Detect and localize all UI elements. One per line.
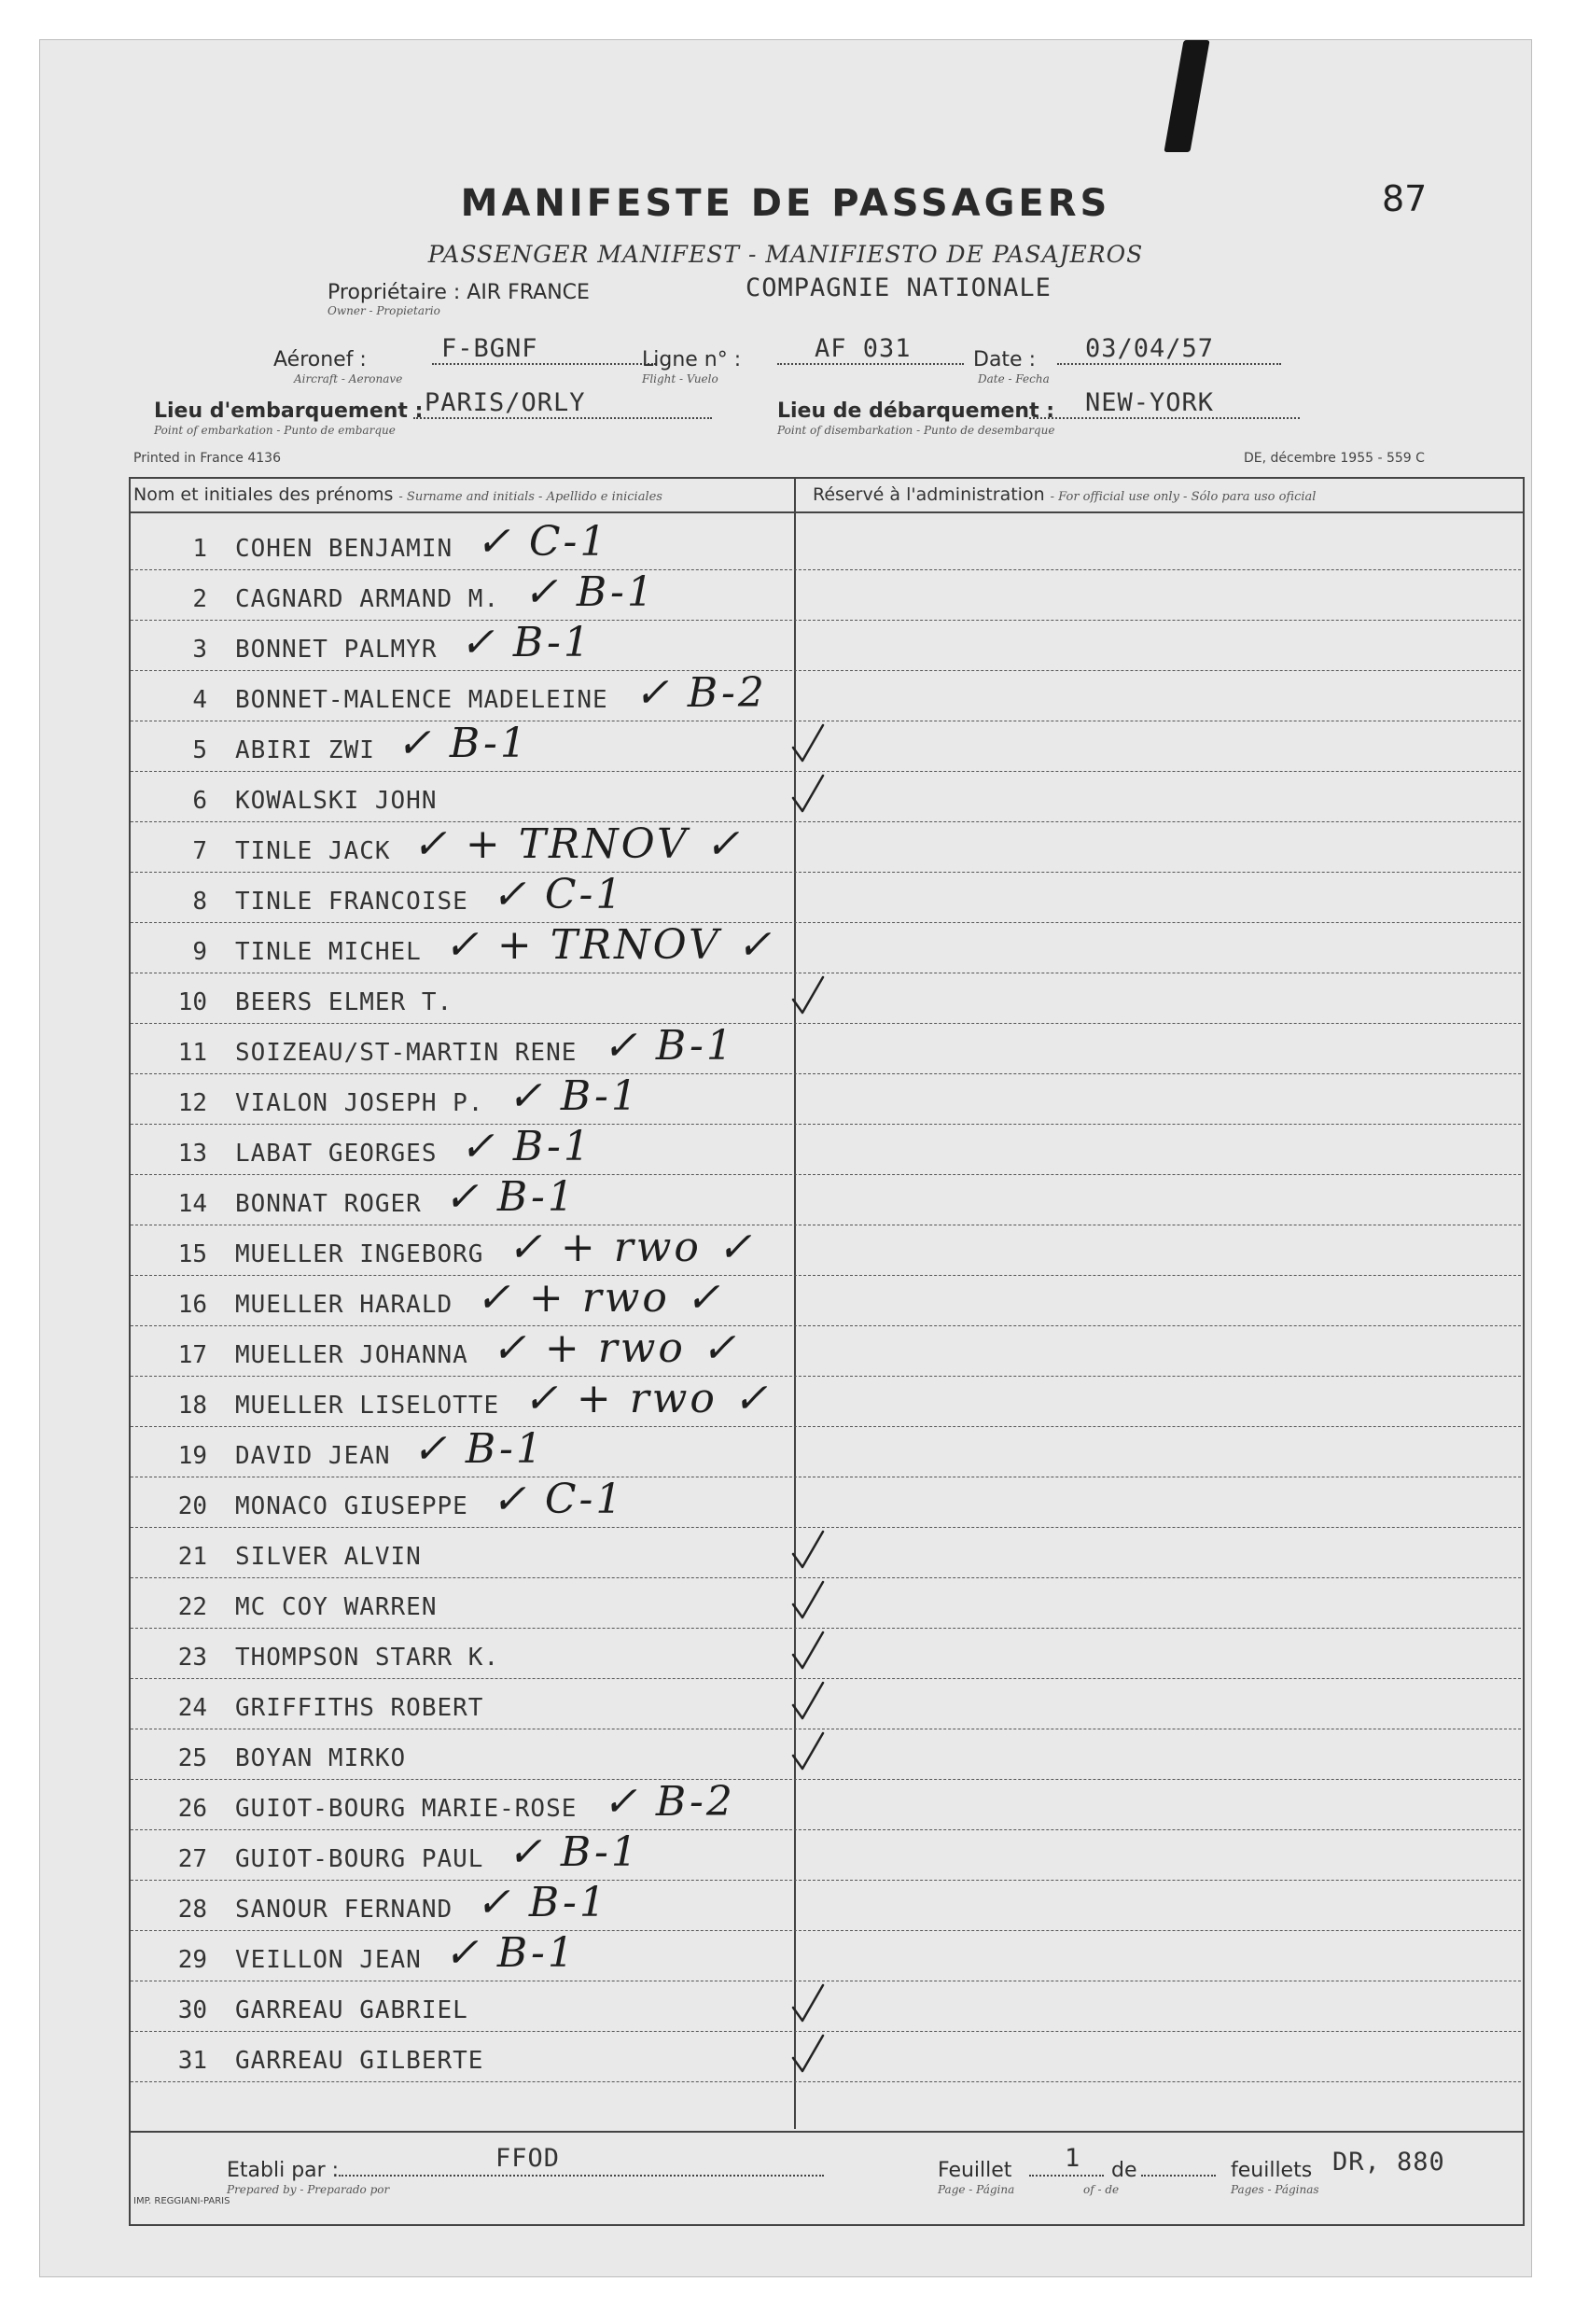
passenger-name: TINLE FRANCOISE — [235, 888, 468, 916]
table-row — [131, 923, 1521, 973]
prepared-value: FFOD — [495, 2144, 561, 2173]
handwritten-annotation: ✓ B-1 — [444, 1173, 577, 1221]
sheet-label: Feuillet — [938, 2159, 1012, 2182]
table-row — [131, 822, 1521, 873]
owner-label: Propriétaire : AIR FRANCE — [328, 281, 590, 304]
passenger-name: GARREAU GILBERTE — [235, 2047, 484, 2075]
passenger-name: BONNET PALMYR — [235, 636, 438, 664]
row-number: 3 — [192, 636, 207, 664]
row-number: 30 — [177, 1996, 207, 2024]
passenger-name: MC COY WARREN — [235, 1593, 438, 1621]
handwritten-annotation: ✓ C-1 — [476, 518, 609, 566]
row-number: 23 — [177, 1644, 207, 1672]
table-row — [131, 2032, 1521, 2082]
row-number: 29 — [177, 1946, 207, 1974]
handwritten-annotation: ✓ + rwo ✓ — [492, 1324, 739, 1372]
disembark-sub: Point of disembarkation - Punto de desembarque — [777, 424, 1055, 437]
row-number: 14 — [177, 1190, 207, 1218]
row-number: 19 — [177, 1442, 207, 1470]
row-number: 21 — [177, 1543, 207, 1571]
table-row — [131, 671, 1521, 721]
checkmark-icon — [791, 1681, 825, 1722]
aircraft-sub: Aircraft - Aeronave — [294, 372, 403, 385]
table-row — [131, 772, 1521, 822]
checkmark-icon — [791, 1983, 825, 2024]
document-title: MANIFESTE DE PASSAGERS — [460, 182, 1111, 225]
sheet-sub: Page - Página — [938, 2183, 1015, 2196]
embark-sub: Point of embarkation - Punto de embarque — [154, 424, 396, 437]
table-row — [131, 721, 1521, 772]
table-row — [131, 1326, 1521, 1377]
handwritten-annotation: ✓ B-1 — [460, 1123, 592, 1170]
table-row — [131, 1729, 1521, 1780]
table-row — [131, 570, 1521, 621]
printed-note: Printed in France 4136 — [133, 451, 281, 466]
sheets-value: DR, 880 — [1332, 2148, 1445, 2177]
passenger-name: BONNET-MALENCE MADELEINE — [235, 686, 608, 714]
passenger-name: DAVID JEAN — [235, 1442, 391, 1470]
flight-underline — [777, 363, 964, 365]
handwritten-annotation: ✓ B-1 — [444, 1929, 577, 1977]
embark-value: PARIS/ORLY — [425, 388, 586, 417]
handwritten-annotation: ✓ + TRNOV ✓ — [412, 820, 743, 868]
embark-label: Lieu d'embarquement : — [154, 399, 424, 423]
table-row — [131, 1074, 1521, 1125]
owner-value: COMPAGNIE NATIONALE — [746, 273, 1052, 302]
disembark-underline — [1029, 417, 1300, 419]
prepared-underline — [339, 2175, 824, 2177]
column-header-names-sub: - Surname and initials - Apellido e iniciales — [398, 490, 662, 504]
row-number: 2 — [192, 585, 207, 613]
table-row — [131, 1679, 1521, 1729]
table-header-line — [129, 511, 1525, 513]
handwritten-stroke-mark — [1164, 40, 1209, 152]
page-number: 87 — [1382, 178, 1428, 219]
checkmark-icon — [791, 975, 825, 1016]
row-number: 15 — [177, 1240, 207, 1268]
table-row — [131, 1981, 1521, 2032]
of-underline — [1141, 2175, 1216, 2177]
sheet-underline — [1029, 2175, 1104, 2177]
checkmark-icon — [791, 1631, 825, 1672]
passenger-name: COHEN BENJAMIN — [235, 535, 453, 563]
column-header-official-label: Réservé à l'administration — [813, 484, 1045, 505]
row-number: 18 — [177, 1392, 207, 1420]
row-number: 24 — [177, 1694, 207, 1722]
row-number: 10 — [177, 988, 207, 1016]
table-row — [131, 1830, 1521, 1881]
handwritten-annotation: ✓ B-1 — [412, 1425, 545, 1473]
passenger-name: SILVER ALVIN — [235, 1543, 422, 1571]
column-header-names — [133, 484, 662, 505]
checkmark-icon — [791, 1580, 825, 1621]
passenger-name: SANOUR FERNAND — [235, 1896, 453, 1924]
table-row — [131, 1175, 1521, 1225]
table-row — [131, 1477, 1521, 1528]
passenger-name: MUELLER INGEBORG — [235, 1240, 484, 1268]
passenger-name: MUELLER HARALD — [235, 1291, 453, 1319]
date-sub: Date - Fecha — [978, 372, 1050, 385]
handwritten-annotation: ✓ B-1 — [476, 1879, 608, 1926]
handwritten-annotation: ✓ + rwo ✓ — [476, 1274, 723, 1322]
table-row — [131, 520, 1521, 570]
passenger-name: MONACO GIUSEPPE — [235, 1492, 468, 1520]
row-number: 6 — [192, 787, 207, 815]
handwritten-annotation: ✓ B-1 — [508, 1072, 640, 1120]
table-row — [131, 1225, 1521, 1276]
row-number: 9 — [192, 938, 207, 966]
passenger-name: LABAT GEORGES — [235, 1140, 438, 1168]
passenger-name: CAGNARD ARMAND M. — [235, 585, 500, 613]
table-row — [131, 1528, 1521, 1578]
passenger-name: TINLE MICHEL — [235, 938, 422, 966]
passenger-name: GARREAU GABRIEL — [235, 1996, 468, 2024]
handwritten-annotation: ✓ B-1 — [508, 1828, 640, 1876]
row-number: 1 — [192, 535, 207, 563]
passenger-name: GRIFFITHS ROBERT — [235, 1694, 484, 1722]
column-header-official — [813, 484, 1316, 505]
table-row — [131, 1881, 1521, 1931]
handwritten-annotation: ✓ + rwo ✓ — [508, 1224, 755, 1271]
column-header-official-sub: - For official use only - Sólo para uso oficial — [1050, 490, 1317, 504]
table-row — [131, 1578, 1521, 1629]
document-subtitle: PASSENGER MANIFEST - MANIFIESTO DE PASAJEROS — [427, 241, 1144, 268]
passenger-name: BONNAT ROGER — [235, 1190, 422, 1218]
printer-note: IMP. REGGIANI-PARIS — [133, 2196, 230, 2206]
handwritten-annotation: ✓ B-1 — [460, 619, 592, 666]
sheets-label: feuillets — [1231, 2159, 1313, 2182]
passenger-name: ABIRI ZWI — [235, 736, 375, 764]
sheet-value: 1 — [1065, 2144, 1081, 2173]
disembark-label: Lieu de débarquement : — [777, 399, 1055, 423]
column-header-names-label: Nom et initiales des prénoms — [133, 484, 394, 505]
checkmark-icon — [791, 774, 825, 815]
row-number: 11 — [177, 1039, 207, 1067]
aircraft-underline — [432, 363, 656, 365]
checkmark-icon — [791, 1731, 825, 1772]
table-row — [131, 1024, 1521, 1074]
passenger-name: MUELLER JOHANNA — [235, 1341, 468, 1369]
table-row — [131, 1780, 1521, 1830]
handwritten-annotation: ✓ B-2 — [603, 1778, 735, 1826]
prepared-sub: Prepared by - Preparado por — [227, 2183, 390, 2196]
handwritten-annotation: ✓ + TRNOV ✓ — [444, 921, 774, 969]
flight-sub: Flight - Vuelo — [642, 372, 718, 385]
passenger-name: KOWALSKI JOHN — [235, 787, 438, 815]
owner-sub: Owner - Propietario — [328, 304, 440, 317]
date-label: Date : — [973, 348, 1036, 371]
passenger-name: BOYAN MIRKO — [235, 1744, 407, 1772]
of-sub: of - de — [1083, 2183, 1120, 2196]
prepared-label: Etabli par : — [227, 2159, 340, 2182]
row-number: 27 — [177, 1845, 207, 1873]
flight-value: AF 031 — [815, 334, 912, 363]
form-note: DE, décembre 1955 - 559 C — [1244, 451, 1425, 466]
table-row — [131, 1629, 1521, 1679]
row-number: 17 — [177, 1341, 207, 1369]
table-row — [131, 1377, 1521, 1427]
table-row — [131, 621, 1521, 671]
of-label: de — [1111, 2159, 1137, 2182]
passenger-name: VIALON JOSEPH P. — [235, 1089, 484, 1117]
aircraft-label: Aéronef : — [273, 348, 367, 371]
row-number: 16 — [177, 1291, 207, 1319]
row-number: 22 — [177, 1593, 207, 1621]
footer-line — [129, 2131, 1525, 2133]
checkmark-icon — [791, 1530, 825, 1571]
handwritten-annotation: ✓ C-1 — [492, 1476, 625, 1523]
manifest-sheet — [39, 39, 1532, 2277]
flight-label: Ligne n° : — [642, 348, 742, 371]
passenger-name: MUELLER LISELOTTE — [235, 1392, 500, 1420]
handwritten-annotation: ✓ C-1 — [492, 871, 625, 918]
passenger-name: VEILLON JEAN — [235, 1946, 422, 1974]
date-underline — [1057, 363, 1281, 365]
checkmark-icon — [791, 723, 825, 764]
passenger-name: GUIOT-BOURG PAUL — [235, 1845, 484, 1873]
passenger-name: BEERS ELMER T. — [235, 988, 453, 1016]
aircraft-value: F-BGNF — [441, 334, 538, 363]
table-row — [131, 873, 1521, 923]
sheets-sub: Pages - Páginas — [1231, 2183, 1319, 2196]
table-row — [131, 1276, 1521, 1326]
checkmark-icon — [791, 2034, 825, 2075]
row-number: 8 — [192, 888, 207, 916]
passenger-name: GUIOT-BOURG MARIE-ROSE — [235, 1795, 578, 1823]
handwritten-annotation: ✓ B-2 — [634, 669, 767, 717]
handwritten-annotation: ✓ B-1 — [603, 1022, 735, 1070]
disembark-value: NEW-YORK — [1085, 388, 1215, 417]
table-row — [131, 1931, 1521, 1981]
passenger-name: THOMPSON STARR K. — [235, 1644, 500, 1672]
table-row — [131, 1125, 1521, 1175]
row-number: 31 — [177, 2047, 207, 2075]
row-number: 28 — [177, 1896, 207, 1924]
table-row — [131, 973, 1521, 1024]
row-number: 5 — [192, 736, 207, 764]
handwritten-annotation: ✓ + rwo ✓ — [523, 1375, 771, 1422]
passenger-name: TINLE JACK — [235, 837, 391, 865]
handwritten-annotation: ✓ B-1 — [397, 720, 529, 767]
passenger-name: SOIZEAU/ST-MARTIN RENE — [235, 1039, 578, 1067]
handwritten-annotation: ✓ B-1 — [523, 568, 656, 616]
row-number: 26 — [177, 1795, 207, 1823]
table-row — [131, 1427, 1521, 1477]
date-value: 03/04/57 — [1085, 334, 1215, 363]
row-number: 20 — [177, 1492, 207, 1520]
embark-underline — [413, 417, 712, 419]
row-number: 4 — [192, 686, 207, 714]
row-number: 25 — [177, 1744, 207, 1772]
row-number: 12 — [177, 1089, 207, 1117]
row-number: 7 — [192, 837, 207, 865]
row-number: 13 — [177, 1140, 207, 1168]
